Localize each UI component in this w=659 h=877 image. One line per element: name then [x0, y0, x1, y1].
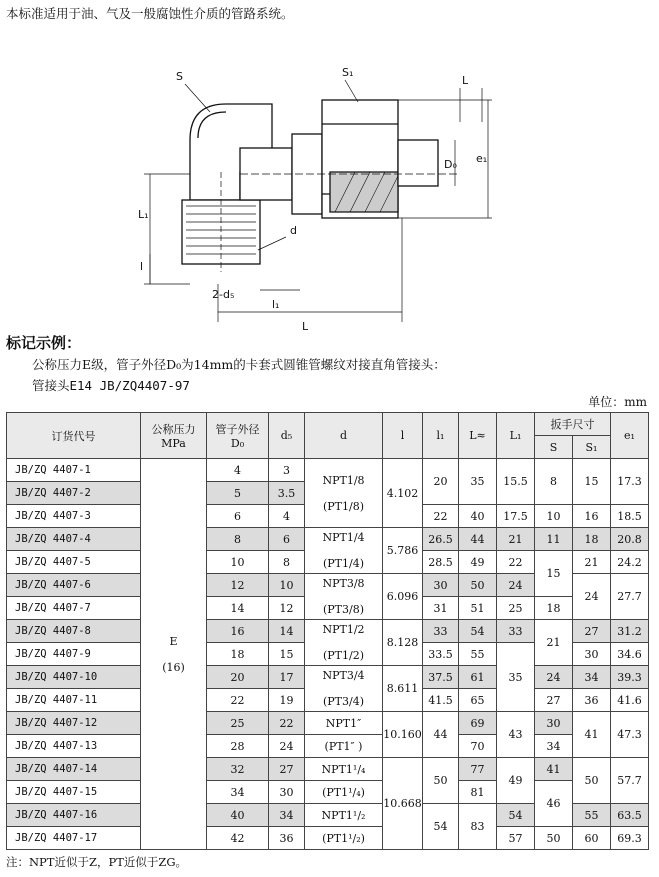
label-d0: D₀: [444, 158, 457, 171]
table-row: JB/ZQ 4407-17 42 36 (PT1¹/₂) 57 50 60 69.3: [7, 827, 649, 850]
label-L1: L₁: [138, 208, 149, 221]
table-row: JB/ZQ 4407-14 32 27 NPT1¹/₄ 10.668 50 77 49 41 50 57.7: [7, 758, 649, 781]
table-row: JB/ZQ 4407-12 25 22 NPT1″ 10.160 44 69 43 30 41 47.3: [7, 712, 649, 735]
header-d: d: [305, 413, 383, 459]
label-l: l: [140, 260, 144, 273]
header-L1: L₁: [497, 413, 535, 459]
table-row: JB/ZQ 4407-11 22 19 41.5 65 27 36 41.6: [7, 689, 649, 712]
table-row: JB/ZQ 4407-6 12 10 NPT3/8 (PT3/8) 6.096 30 50 24 24 27.7: [7, 574, 649, 597]
table-row: JB/ZQ 4407-13 28 24 (PT1″ ) 70 34: [7, 735, 649, 758]
table-row: JB/ZQ 4407-9 18 15 33.5 55 35 30 34.6: [7, 643, 649, 666]
table-row: JB/ZQ 4407-16 40 34 NPT1¹/₂ 54 83 54 55 63.5: [7, 804, 649, 827]
header-pressure: 公称压力 MPa: [141, 413, 207, 459]
table-row: JB/ZQ 4407-2 5 3.5: [7, 482, 649, 505]
pressure-cell: E (16): [141, 459, 207, 850]
header-d5: d₅: [269, 413, 305, 459]
table-row: JB/ZQ 4407-3 6 4 22 40 17.5 10 16 18.5: [7, 505, 649, 528]
header-l1: l₁: [423, 413, 459, 459]
label-s1: S₁: [342, 66, 354, 79]
header-S1: S₁: [573, 436, 611, 459]
example-description: 公称压力E级，管子外径D₀为14mm的卡套式圆锥管螺纹对接直角管接头：: [32, 357, 446, 372]
label-e1: e₁: [476, 152, 488, 165]
table-row: JB/ZQ 4407-10 20 17 NPT3/4 (PT3/4) 8.611 37.5 61 24 34 39.3: [7, 666, 649, 689]
footnote: 注：NPT近似于Z，PT近似于ZG。: [6, 855, 188, 869]
header-code: 订货代号: [7, 413, 141, 459]
table-row: JB/ZQ 4407-5 10 8 28.5 49 22 15 21 24.2: [7, 551, 649, 574]
table-row: JB/ZQ 4407-8 16 14 NPT1/2 (PT1/2) 8.128 33 54 33 21 27 31.2: [7, 620, 649, 643]
label-l1: l₁: [272, 298, 280, 311]
unit-label: 单位：mm: [588, 395, 647, 409]
header-S: S: [535, 436, 573, 459]
header-l: l: [383, 413, 423, 459]
header-L: L≈: [459, 413, 497, 459]
header-wrench: 扳手尺寸: [535, 413, 611, 436]
label-d: d: [290, 224, 297, 237]
table-row: JB/ZQ 4407-4 8 6 NPT1/4 (PT1/4) 5.786 26.5 44 21 11 18 20.8: [7, 528, 649, 551]
header-od: 管子外径 D₀: [207, 413, 269, 459]
table-row: JB/ZQ 4407-15 34 30 (PT1¹/₄) 81 46: [7, 781, 649, 804]
fitting-drawing: [0, 22, 659, 332]
label-L-top: L: [462, 74, 469, 87]
table-row: JB/ZQ 4407-7 14 12 31 51 25 18: [7, 597, 649, 620]
label-d5: 2-d₅: [212, 288, 235, 301]
label-L: L: [302, 320, 309, 332]
table-row: JB/ZQ 4407-1 E (16) 4 3 NPT1/8 (PT1/8) 4.102 20 35 15.5 8 15 17.3: [7, 459, 649, 482]
example-title: 标记示例：: [6, 334, 82, 352]
example-marking: 管接头E14 JB/ZQ4407-97: [32, 378, 190, 393]
header-e1: e₁: [611, 413, 649, 459]
spec-table: [6, 412, 649, 850]
intro-text: 本标准适用于油、气及一般腐蚀性介质的管路系统。: [6, 6, 294, 21]
label-s: S: [176, 70, 183, 83]
